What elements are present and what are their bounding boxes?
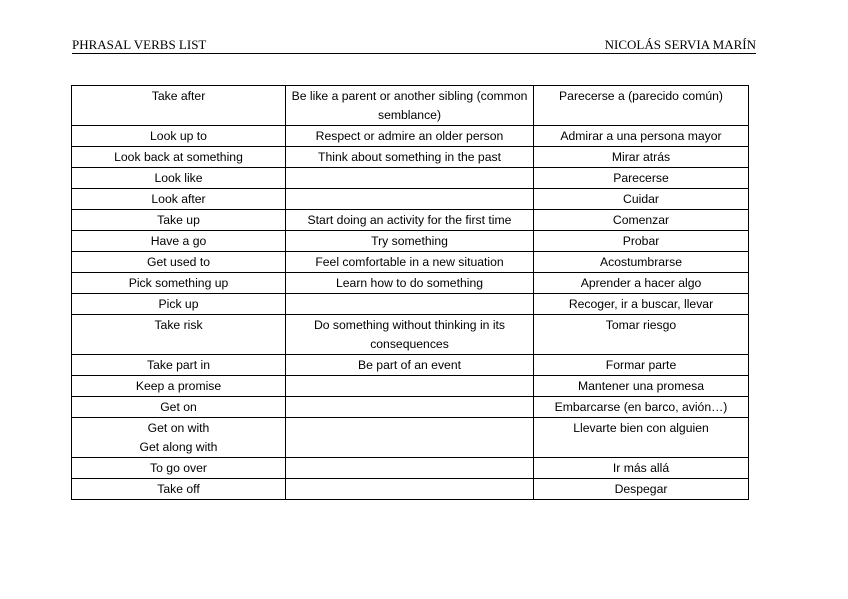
meaning-cell bbox=[286, 418, 534, 458]
meaning-cell: Be like a parent or another sibling (common semblance) bbox=[286, 86, 534, 126]
table-row bbox=[72, 294, 749, 315]
verb-cell: Look after bbox=[72, 189, 286, 210]
spanish-cell: Recoger, ir a buscar, llevar bbox=[534, 294, 749, 315]
verb-cell: To go over bbox=[72, 458, 286, 479]
table-row bbox=[72, 168, 749, 189]
meaning-cell: Do something without thinking in its consequences bbox=[286, 315, 534, 355]
meaning-cell bbox=[286, 189, 534, 210]
phrasal-verbs-table bbox=[71, 85, 749, 500]
table-row bbox=[72, 189, 749, 210]
verb-cell: Keep a promise bbox=[72, 376, 286, 397]
spanish-cell: Acostumbrarse bbox=[534, 252, 749, 273]
meaning-cell bbox=[286, 458, 534, 479]
spanish-cell: Comenzar bbox=[534, 210, 749, 231]
verb-cell: Take risk bbox=[72, 315, 286, 355]
spanish-cell: Formar parte bbox=[534, 355, 749, 376]
table-row bbox=[72, 458, 749, 479]
verb-cell: Look back at something bbox=[72, 147, 286, 168]
spanish-cell: Cuidar bbox=[534, 189, 749, 210]
verb-cell: Have a go bbox=[72, 231, 286, 252]
verb-cell: Take off bbox=[72, 479, 286, 500]
table-row bbox=[72, 479, 749, 500]
table-row bbox=[72, 315, 749, 355]
document-header bbox=[72, 36, 756, 54]
document-author: NICOLÁS SERVIA MARÍN bbox=[604, 37, 756, 52]
table-row bbox=[72, 376, 749, 397]
meaning-cell: Respect or admire an older person bbox=[286, 126, 534, 147]
spanish-cell: Admirar a una persona mayor bbox=[534, 126, 749, 147]
table-row bbox=[72, 355, 749, 376]
verb-cell: Look up to bbox=[72, 126, 286, 147]
meaning-cell: Start doing an activity for the first time bbox=[286, 210, 534, 231]
meaning-cell: Think about something in the past bbox=[286, 147, 534, 168]
spanish-cell: Despegar bbox=[534, 479, 749, 500]
meaning-cell bbox=[286, 479, 534, 500]
spanish-cell: Embarcarse (en barco, avión…) bbox=[534, 397, 749, 418]
verb-cell: Pick up bbox=[72, 294, 286, 315]
table-row bbox=[72, 273, 749, 294]
spanish-cell: Probar bbox=[534, 231, 749, 252]
verb-line: Get on with bbox=[147, 421, 210, 435]
table-row bbox=[72, 231, 749, 252]
table-row bbox=[72, 126, 749, 147]
spanish-cell: Llevarte bien con alguien bbox=[534, 418, 749, 458]
meaning-cell: Learn how to do something bbox=[286, 273, 534, 294]
verb-cell: Look like bbox=[72, 168, 286, 189]
spanish-cell: Mirar atrás bbox=[534, 147, 749, 168]
table-row bbox=[72, 147, 749, 168]
meaning-cell bbox=[286, 376, 534, 397]
spanish-cell: Parecerse a (parecido común) bbox=[534, 86, 749, 126]
verb-cell: Take after bbox=[72, 86, 286, 126]
spanish-cell: Mantener una promesa bbox=[534, 376, 749, 397]
document-title: PHRASAL VERBS LIST bbox=[72, 37, 207, 52]
spanish-cell: Ir más allá bbox=[534, 458, 749, 479]
spanish-cell: Parecerse bbox=[534, 168, 749, 189]
meaning-cell: Feel comfortable in a new situation bbox=[286, 252, 534, 273]
verb-cell: Take part in bbox=[72, 355, 286, 376]
meaning-cell bbox=[286, 168, 534, 189]
verb-line: Get along with bbox=[139, 440, 218, 454]
verb-cell: Get on bbox=[72, 397, 286, 418]
spanish-cell: Aprender a hacer algo bbox=[534, 273, 749, 294]
spanish-cell: Tomar riesgo bbox=[534, 315, 749, 355]
table-row bbox=[72, 397, 749, 418]
meaning-cell: Try something bbox=[286, 231, 534, 252]
table-row bbox=[72, 210, 749, 231]
meaning-cell bbox=[286, 397, 534, 418]
verb-cell bbox=[72, 418, 286, 458]
verb-cell: Pick something up bbox=[72, 273, 286, 294]
table-row bbox=[72, 86, 749, 126]
table-row bbox=[72, 252, 749, 273]
verb-cell: Get used to bbox=[72, 252, 286, 273]
meaning-cell: Be part of an event bbox=[286, 355, 534, 376]
verb-cell: Take up bbox=[72, 210, 286, 231]
meaning-cell bbox=[286, 294, 534, 315]
table-row bbox=[72, 418, 749, 458]
